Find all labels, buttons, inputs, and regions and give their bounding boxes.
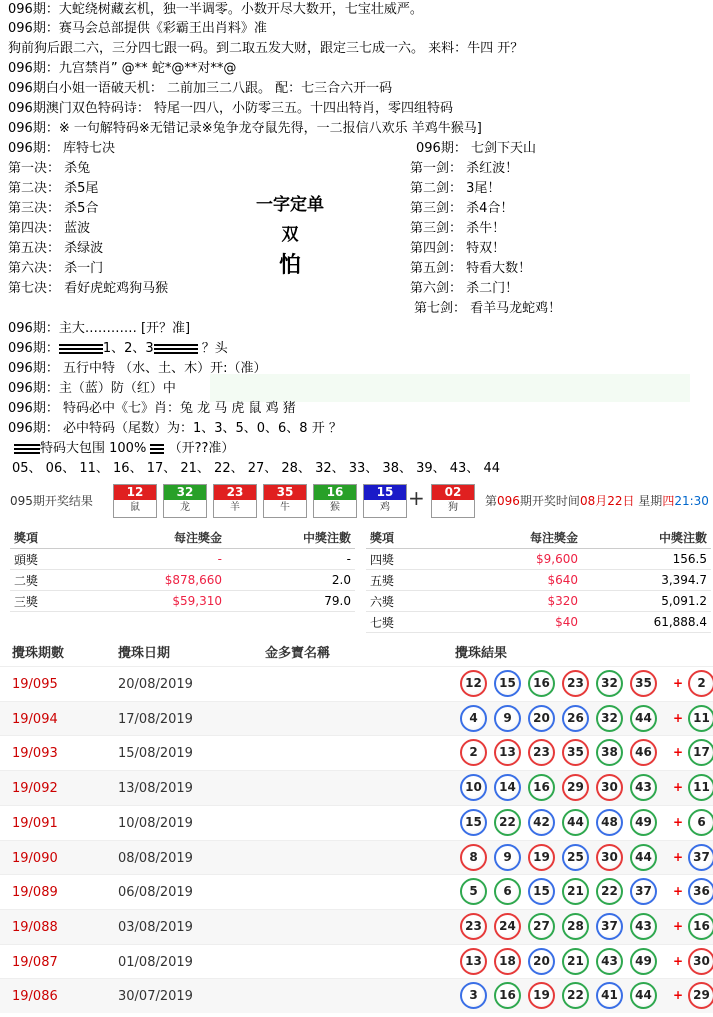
draw-ball-zodiac: 龙: [180, 502, 190, 513]
prize-count: 61,888.4: [582, 612, 711, 633]
mid-line-2: [8, 340, 228, 358]
history-col-result: 攪珠結果: [455, 646, 508, 661]
history-period: 19/086: [12, 989, 58, 1005]
prize-name: 四獎: [366, 549, 444, 570]
history-ball: 20: [528, 705, 555, 732]
mid-line-6: 096期： 必中特码（尾数）为：1、3、5、0、6、8 开 ？: [8, 421, 342, 436]
history-special-ball: 2: [688, 670, 713, 697]
history-date: 30/07/2019: [118, 989, 193, 1005]
center-big-text: [250, 190, 330, 280]
plus-sign: +: [673, 814, 684, 829]
history-ball: 14: [494, 774, 521, 801]
history-row: [0, 909, 713, 944]
right-item: 第四剑： 特双！: [410, 241, 506, 256]
history-ball: 16: [528, 670, 555, 697]
draw-ball-zodiac: 猴: [330, 502, 340, 513]
bar-decor: [150, 444, 164, 454]
history-ball: 9: [494, 705, 521, 732]
plus-sign: +: [673, 676, 684, 690]
next-draw-text-e: 星期: [634, 494, 663, 508]
history-special-ball: 11: [688, 774, 713, 801]
draw-label: 095期开奖结果: [10, 494, 93, 508]
left-item: 第七决： 看好虎蛇鸡狗马猴: [8, 281, 169, 296]
mid-line-4: 096期：主（蓝）防（红）中: [8, 381, 176, 396]
history-ball: 13: [494, 739, 521, 766]
history-row: [0, 978, 713, 1013]
highlight-band: [210, 374, 690, 402]
prize-count: 5,091.2: [582, 591, 711, 612]
draw-ball-number: 02: [432, 485, 474, 500]
draw-ball-zodiac: 鸡: [380, 502, 390, 513]
history-period: 19/090: [12, 850, 58, 866]
text-line-1: 096期：大蛇绕树藏玄机，独一半调零。小数开尽大数开，七宝壮威严。: [8, 2, 423, 17]
prize-table-right: [366, 526, 711, 633]
prize-count: 79.0: [226, 591, 355, 612]
bar-decor: [154, 344, 198, 354]
center-big-line-2: 怕: [278, 252, 301, 278]
prize-name: 六獎: [366, 591, 444, 612]
history-row: [0, 701, 713, 736]
history-date: 10/08/2019: [118, 815, 193, 831]
history-special-ball: 36: [688, 878, 713, 905]
next-draw-period: 096: [497, 494, 520, 508]
history-ball: 43: [630, 913, 657, 940]
history-ball: 37: [596, 913, 623, 940]
history-ball: 44: [630, 982, 657, 1009]
mid-line-7-suffix: （开??准）: [168, 441, 235, 456]
next-draw-info: [485, 492, 709, 509]
left-column-title: 096期： 库特七决: [8, 141, 115, 156]
history-row: [0, 944, 713, 979]
history-ball: 16: [528, 774, 555, 801]
history-row: [0, 805, 713, 840]
history-special-ball: 37: [688, 844, 713, 871]
history-ball: 35: [630, 670, 657, 697]
text-line-4: 096期：九宫禁肖” @** 蛇*@**对**@: [8, 61, 237, 76]
prize-amount: $59,310: [88, 591, 226, 612]
history-ball: 32: [596, 705, 623, 732]
draw-ball-zodiac: 鼠: [130, 502, 140, 513]
mid-line-2-suffix: ？头: [201, 341, 228, 356]
history-date: 15/08/2019: [118, 746, 193, 762]
prize-amount: $9,600: [444, 549, 582, 570]
history-ball: 30: [596, 844, 623, 871]
left-item: 第五决： 杀绿波: [8, 241, 104, 256]
history-special-ball: 6: [688, 809, 713, 836]
history-ball: 16: [494, 982, 521, 1009]
history-ball: 10: [460, 774, 487, 801]
prize-name: 三獎: [10, 591, 88, 612]
mid-line-7-text: 特码大包围 100%: [40, 441, 147, 456]
draw-ball: [313, 484, 357, 518]
left-item: 第六决： 杀一门: [8, 261, 104, 276]
history-ball: 3: [460, 982, 487, 1009]
right-item: 第五剑： 特看大数！: [410, 261, 532, 276]
prize-row: [366, 612, 711, 633]
prize-row: [366, 549, 711, 570]
history-date: 08/08/2019: [118, 850, 193, 866]
prize-amount: $320: [444, 591, 582, 612]
plus-sign: +: [673, 710, 684, 725]
plus-sign: +: [673, 780, 684, 795]
next-draw-weekday: 四: [662, 494, 675, 508]
draw-ball-number: 12: [114, 485, 156, 500]
next-draw-text-c: 期开奖时间: [519, 494, 580, 508]
history-date: 20/08/2019: [118, 677, 193, 692]
plus-sign: +: [673, 884, 684, 899]
prize-count: 3,394.7: [582, 570, 711, 591]
history-special-ball: 16: [688, 913, 713, 940]
history-ball: 32: [596, 670, 623, 697]
prize-table-left: [10, 526, 355, 612]
mid-line-7: [14, 440, 234, 458]
left-item: 第二决： 杀5尾: [8, 181, 99, 196]
plus-sign: +: [673, 953, 684, 968]
history-row: [0, 840, 713, 875]
draw-ball-number: 32: [164, 485, 206, 500]
history-ball: 18: [494, 948, 521, 975]
history-ball: 23: [562, 670, 589, 697]
prize-row: [366, 570, 711, 591]
history-ball: 12: [460, 670, 487, 697]
history-ball: 13: [460, 948, 487, 975]
history-row: [0, 770, 713, 805]
history-ball: 23: [460, 913, 487, 940]
history-special-ball: 11: [688, 705, 713, 732]
right-column-title: 096期： 七剑下天山: [416, 141, 536, 156]
history-row: [0, 874, 713, 909]
history-ball: 28: [562, 913, 589, 940]
prize-header: 獎項: [366, 526, 444, 549]
prize-name: 五獎: [366, 570, 444, 591]
prize-header-row: [10, 526, 355, 549]
history-ball: 8: [460, 844, 487, 871]
history-date: 06/08/2019: [118, 885, 193, 901]
plus-sign: +: [673, 988, 684, 1003]
next-draw-date: 08月22日: [579, 494, 635, 508]
prize-name: 二獎: [10, 570, 88, 591]
history-ball: 41: [596, 982, 623, 1009]
prize-row: [10, 591, 355, 612]
history-ball: 15: [494, 670, 521, 697]
history-row: [0, 666, 713, 701]
history-ball: 21: [562, 878, 589, 905]
history-ball: 49: [630, 948, 657, 975]
draw-ball-number: 16: [314, 485, 356, 500]
left-item: 第三决： 杀5合: [8, 201, 99, 216]
draw-ball-number: 15: [364, 485, 406, 500]
right-item: 第三剑： 杀牛！: [410, 221, 506, 236]
mid-line-3: 096期： 五行中特 （水、土、木）开:（准）: [8, 361, 267, 376]
right-item: 第一剑： 杀红波！: [410, 161, 519, 176]
history-period: 19/095: [12, 677, 58, 692]
history-ball: 26: [562, 705, 589, 732]
history-period: 19/089: [12, 885, 58, 901]
history-ball: 2: [460, 739, 487, 766]
prize-row: [366, 591, 711, 612]
prize-count: -: [226, 549, 355, 570]
history-ball: 29: [562, 774, 589, 801]
prize-header-row: [366, 526, 711, 549]
draw-ball-number: 23: [214, 485, 256, 500]
next-draw-text-a: 第: [485, 494, 498, 508]
prize-name: 頭獎: [10, 549, 88, 570]
history-special-ball: 17: [688, 739, 713, 766]
draw-ball-zodiac: 羊: [230, 502, 240, 513]
history-period: 19/092: [12, 781, 58, 797]
history-ball: 24: [494, 913, 521, 940]
text-line-6: 096期澳门双色特码诗： 特尾一四八，小防零三五。十四出特肖，零四组特码: [8, 101, 453, 116]
history-date: 01/08/2019: [118, 954, 193, 970]
mid-line-2-nums: 1、2、3: [102, 341, 154, 356]
prize-row: [10, 570, 355, 591]
right-item: 第二剑： 3尾！: [410, 181, 501, 196]
prize-count: 2.0: [226, 570, 355, 591]
draw-ball: [363, 484, 407, 518]
history-ball: 23: [528, 739, 555, 766]
history-ball: 9: [494, 844, 521, 871]
next-draw-time: 21:30: [674, 494, 709, 508]
plus-sign: +: [673, 745, 684, 760]
history-ball: 6: [494, 878, 521, 905]
draw-ball: [113, 484, 157, 518]
prize-amount: $40: [444, 612, 582, 633]
history-period: 19/091: [12, 815, 58, 831]
history-ball: 37: [630, 878, 657, 905]
history-date: 03/08/2019: [118, 919, 193, 935]
history-ball: 15: [528, 878, 555, 905]
prize-row: [10, 549, 355, 570]
prize-amount: $878,660: [88, 570, 226, 591]
history-ball: 27: [528, 913, 555, 940]
history-col-date: 攪珠日期: [118, 646, 171, 661]
prize-header: 中獎注數: [582, 526, 711, 549]
right-item: 第七剑： 看羊马龙蛇鸡！: [414, 301, 562, 316]
history-ball: 48: [596, 809, 623, 836]
prize-amount: $640: [444, 570, 582, 591]
history-col-name: 金多寶名稱: [265, 646, 331, 661]
left-item: 第四决： 蓝波: [8, 221, 91, 236]
draw-ball: [213, 484, 257, 518]
history-period: 19/088: [12, 919, 58, 935]
history-ball: 22: [562, 982, 589, 1009]
number-list: 05、 06、 11、 16、 17、 21、 22、 27、 28、 32、 33、 38、 39、 43、 44: [12, 461, 500, 476]
text-line-5: 096期白小姐一语破天机： 二前加三二八跟。 配：七三合六开一码: [8, 81, 393, 96]
history-ball: 25: [562, 844, 589, 871]
text-line-2: 096期：赛马会总部提供《彩霸王出肖料》准: [8, 21, 267, 36]
history-ball: 35: [562, 739, 589, 766]
prize-name: 七獎: [366, 612, 444, 633]
history-special-ball: 30: [688, 948, 713, 975]
prize-header: 每注獎金: [444, 526, 582, 549]
history-ball: 42: [528, 809, 555, 836]
history-ball: 43: [596, 948, 623, 975]
left-item: 第一决： 杀兔: [8, 161, 91, 176]
history-ball: 19: [528, 844, 555, 871]
text-line-7: 096期：※ 一句解特码※无错记录※兔争龙夺鼠先得，一二报信八欢乐 羊鸡牛猴马]: [8, 121, 482, 136]
history-ball: 38: [596, 739, 623, 766]
center-big-line-1: 一字定单双: [256, 195, 324, 245]
right-item: 第三剑： 杀4合！: [410, 201, 514, 216]
prize-amount: -: [88, 549, 226, 570]
history-row: [0, 735, 713, 770]
history-ball: 19: [528, 982, 555, 1009]
history-date: 17/08/2019: [118, 711, 193, 727]
history-ball: 44: [630, 844, 657, 871]
draw-ball-number: 35: [264, 485, 306, 500]
history-ball: 22: [494, 809, 521, 836]
mid-line-1: 096期：主大………… [开？准]: [8, 321, 191, 336]
plus-sign: +: [673, 849, 684, 864]
history-ball: 21: [562, 948, 589, 975]
history-special-ball: 29: [688, 982, 713, 1009]
draw-result-strip: [0, 484, 713, 520]
history-period: 19/094: [12, 711, 58, 727]
history-col-period: 攪珠期數: [12, 646, 65, 661]
history-ball: 30: [596, 774, 623, 801]
prize-header: 中獎注數: [226, 526, 355, 549]
history-date: 13/08/2019: [118, 781, 193, 797]
prize-count: 156.5: [582, 549, 711, 570]
history-ball: 44: [562, 809, 589, 836]
mid-line-2-prefix: 096期：: [8, 341, 59, 356]
draw-ball: [163, 484, 207, 518]
mid-line-5: 096期： 特码必中《七》肖：兔 龙 马 虎 鼠 鸡 猪: [8, 401, 296, 416]
prize-header: 每注獎金: [88, 526, 226, 549]
plus-sign: +: [408, 486, 425, 510]
draw-special-ball: [431, 484, 475, 518]
history-ball: 20: [528, 948, 555, 975]
history-ball: 44: [630, 705, 657, 732]
history-ball: 4: [460, 705, 487, 732]
history-ball: 22: [596, 878, 623, 905]
draw-ball-zodiac: 牛: [280, 502, 290, 513]
right-item: 第六剑： 杀二门！: [410, 281, 519, 296]
history-ball: 43: [630, 774, 657, 801]
prize-header: 獎項: [10, 526, 88, 549]
history-ball: 49: [630, 809, 657, 836]
draw-ball-zodiac: 狗: [448, 502, 458, 513]
bar-decor: [14, 444, 40, 454]
bar-decor: [59, 344, 103, 354]
history-header: [0, 634, 713, 664]
plus-sign: +: [673, 918, 684, 933]
history-ball: 46: [630, 739, 657, 766]
history-ball: 5: [460, 878, 487, 905]
history-ball: 15: [460, 809, 487, 836]
draw-ball: [263, 484, 307, 518]
history-period: 19/087: [12, 954, 58, 970]
text-line-3: 狗前狗后跟二六，三分四七跟一码。到二取五发大财，跟定三七成一六。 来料：牛四 开？: [8, 41, 524, 56]
history-period: 19/093: [12, 746, 58, 762]
